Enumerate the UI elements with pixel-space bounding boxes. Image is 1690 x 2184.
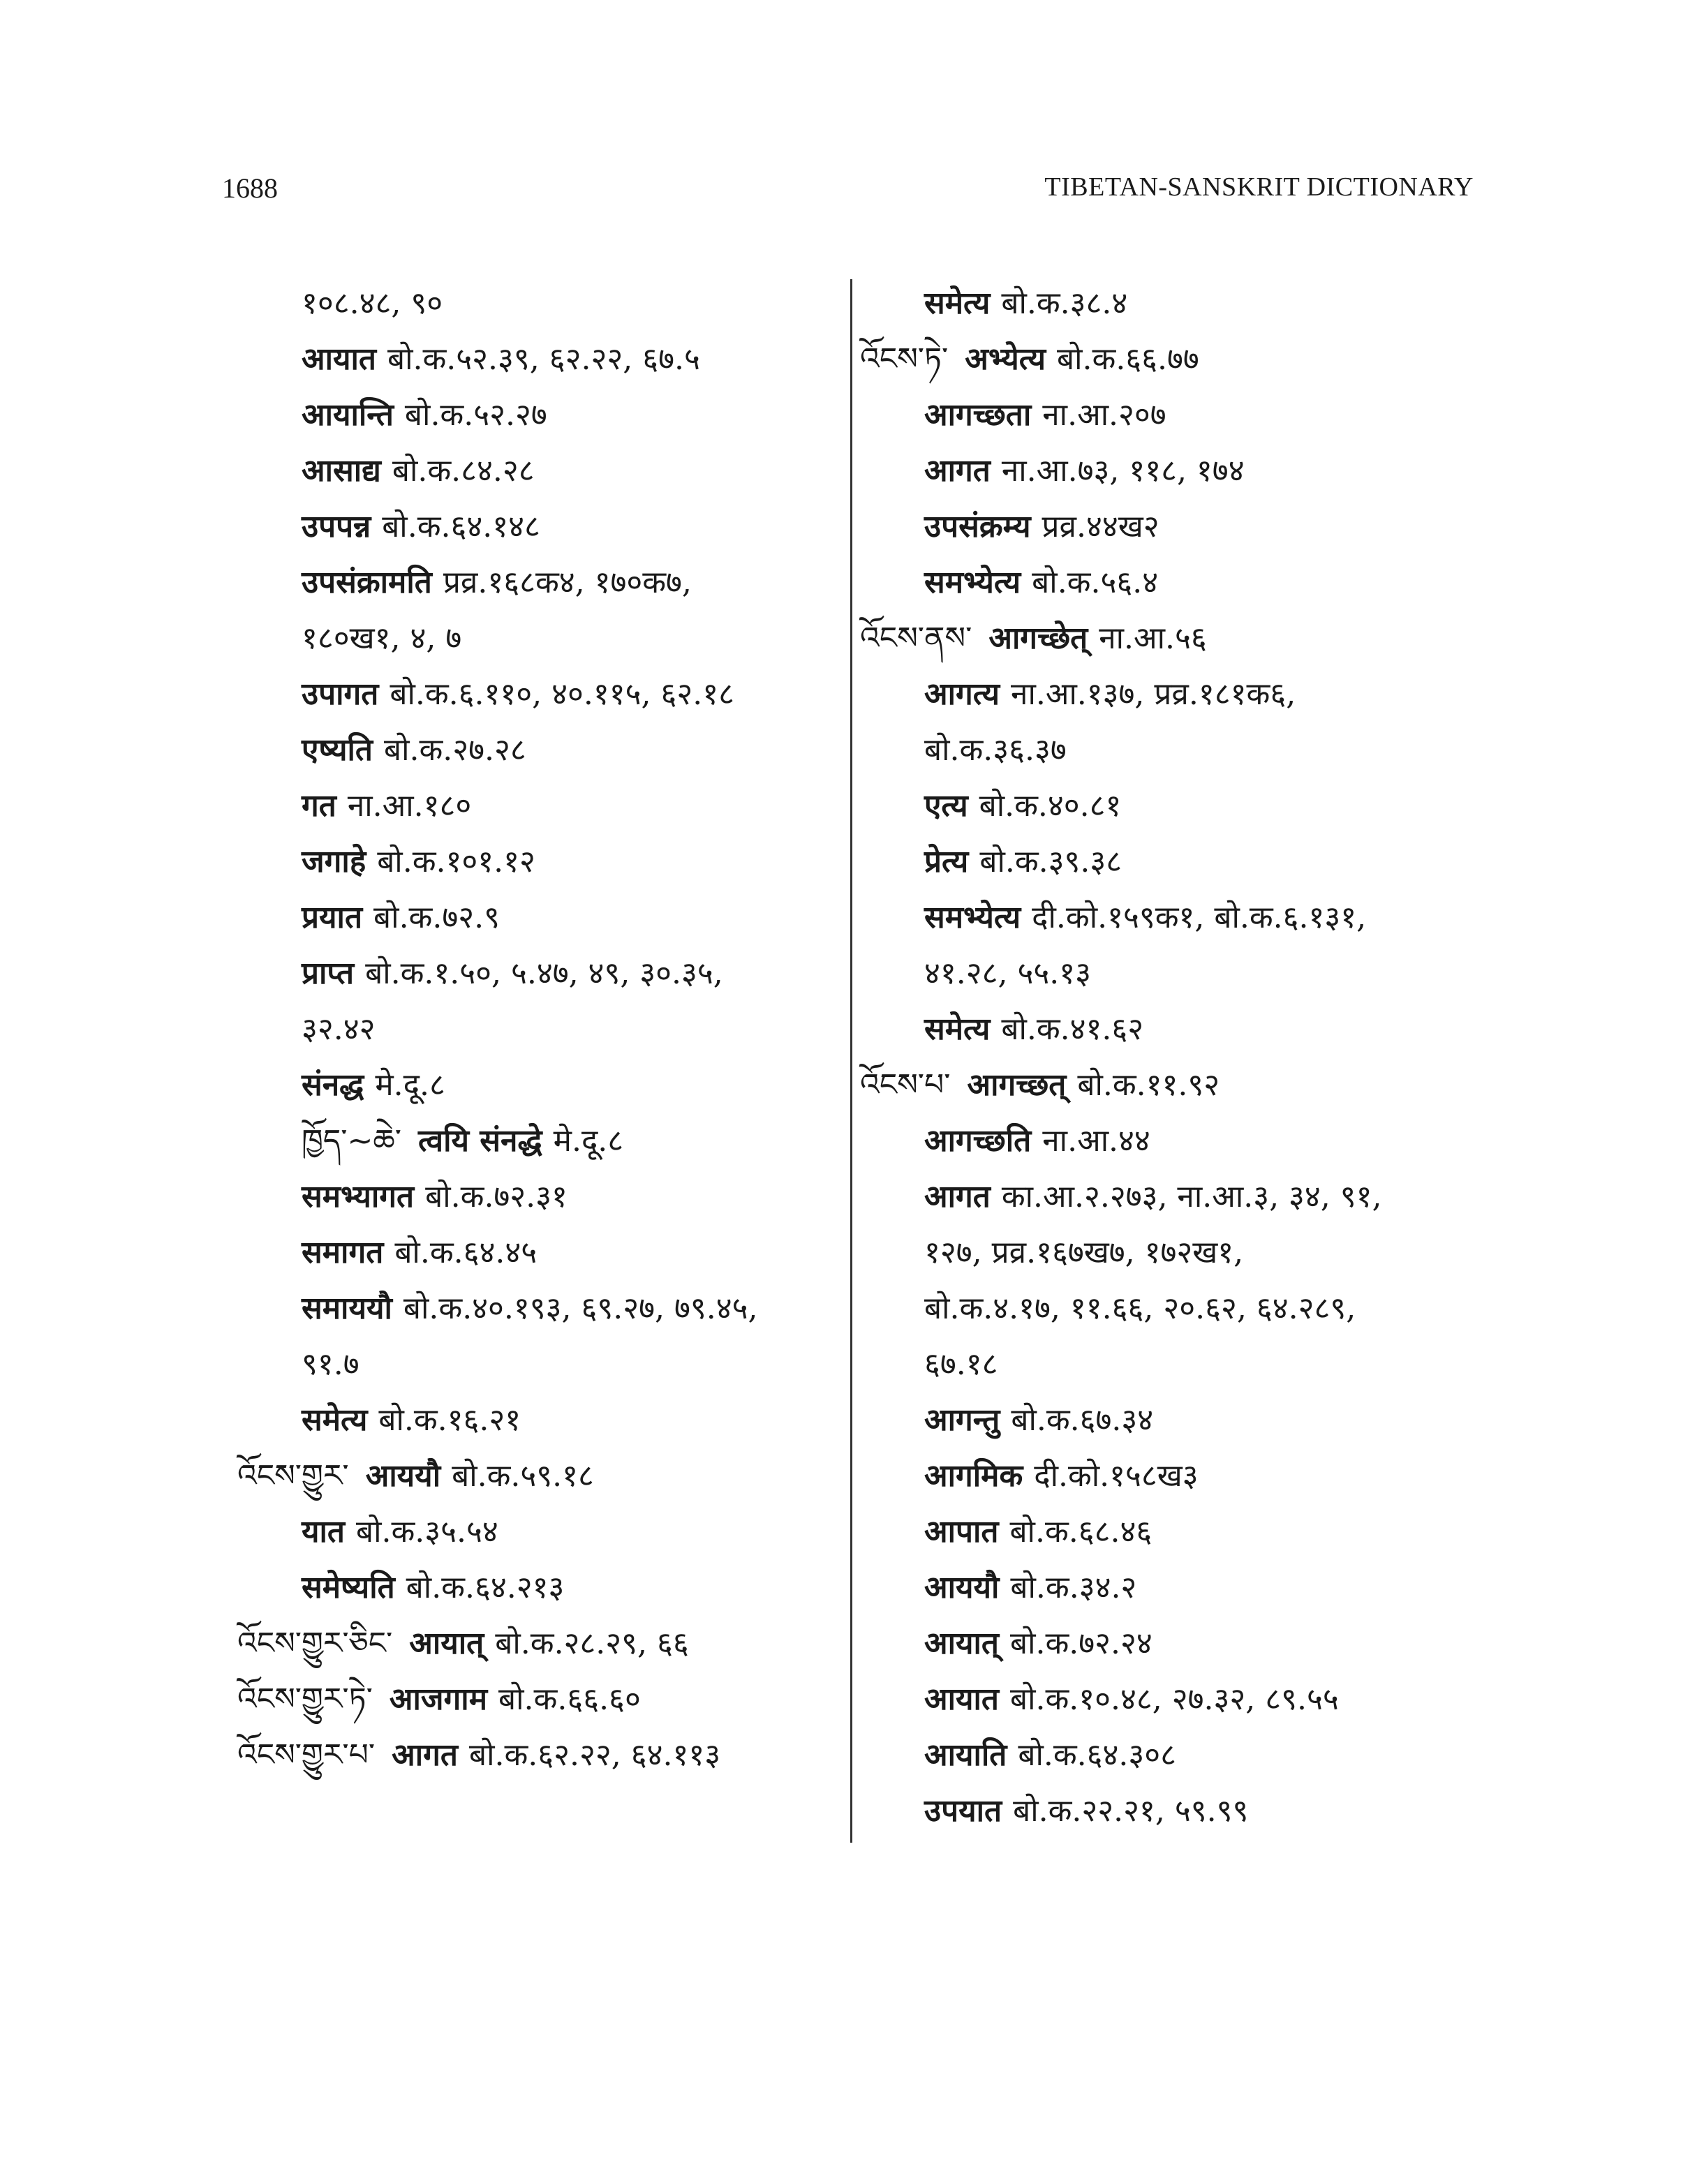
- entry-line: [237, 667, 845, 722]
- entry-line: [860, 1504, 1488, 1560]
- entry-line: [860, 1672, 1488, 1728]
- entry-line: [237, 1057, 845, 1113]
- sanskrit-equivalent: एष्यति: [302, 732, 373, 768]
- entry-line: [860, 1783, 1488, 1839]
- source-reference: बो.क.६२.२२, ६४.११३: [468, 1737, 721, 1773]
- source-reference: बो.क.३६.३७: [924, 732, 1067, 768]
- source-reference: बो.क.४१.६२: [1001, 1011, 1144, 1047]
- sanskrit-equivalent: आययौ: [924, 1570, 1000, 1605]
- sanskrit-equivalent: आयान्ति: [302, 397, 394, 433]
- sanskrit-equivalent: आगच्छति: [924, 1123, 1032, 1159]
- source-reference: बो.क.५९.१८: [452, 1458, 594, 1494]
- entry-line: [237, 1616, 845, 1672]
- source-reference: ना.आ.२०७: [1042, 397, 1166, 433]
- source-reference: बो.क.६४.२१३: [406, 1570, 565, 1605]
- source-reference: १८०ख१, ४, ७: [302, 621, 462, 656]
- source-reference: दी.को.१५९क१, बो.क.६.१३१,: [1032, 900, 1367, 935]
- sanskrit-equivalent: समभ्यागत: [302, 1179, 415, 1214]
- source-reference: बो.क.७२.३१: [425, 1179, 568, 1214]
- sanskrit-equivalent: आयाति: [924, 1737, 1007, 1773]
- sanskrit-equivalent: गत: [302, 788, 336, 824]
- source-reference: ना.आ.१८०: [347, 788, 472, 824]
- sanskrit-equivalent: समेत्य: [924, 1011, 991, 1047]
- source-reference: मे.दू.८: [375, 1067, 445, 1103]
- entry-line: [237, 1113, 845, 1169]
- source-reference: बो.क.६६.६०: [498, 1681, 641, 1717]
- left-column: [237, 276, 845, 1783]
- tibetan-headword: འོངས་ཏེ་: [860, 341, 949, 377]
- source-reference: बो.क.२२.२१, ५९.९९: [1013, 1793, 1249, 1829]
- sanskrit-equivalent: प्रेत्य: [924, 844, 969, 879]
- sanskrit-equivalent: आयात्: [924, 1626, 999, 1661]
- source-reference: बो.क.६८.४६: [1009, 1514, 1152, 1550]
- source-reference: बो.क.४०.८१: [979, 788, 1122, 824]
- entry-line: [860, 946, 1488, 1002]
- sanskrit-equivalent: समेष्यति: [302, 1570, 395, 1605]
- source-reference: बो.क.६४.३०८: [1018, 1737, 1177, 1773]
- sanskrit-equivalent: एत्य: [924, 788, 968, 824]
- entry-line: [237, 1002, 845, 1057]
- entry-line: [860, 890, 1488, 946]
- sanskrit-equivalent: उपसंक्रामति: [302, 565, 432, 600]
- sanskrit-equivalent: उपसंक्रम्य: [924, 509, 1031, 544]
- sanskrit-equivalent: त्वयि संनद्धे: [417, 1123, 542, 1159]
- sanskrit-equivalent: संनद्ध: [302, 1067, 364, 1103]
- sanskrit-equivalent: आगत: [924, 1179, 991, 1214]
- source-reference: ४१.२८, ५५.१३: [924, 956, 1091, 991]
- sanskrit-equivalent: आगच्छेत्: [988, 621, 1088, 656]
- tibetan-headword: འོངས་ནས་: [860, 621, 972, 656]
- sanskrit-equivalent: समभ्येत्य: [924, 565, 1021, 600]
- source-reference: मे.दू.८: [553, 1123, 624, 1159]
- entry-line: [237, 443, 845, 499]
- source-reference: बो.क.३५.५४: [356, 1514, 498, 1550]
- source-reference: १०८.४८, ९०: [302, 285, 443, 321]
- entry-line: [237, 778, 845, 834]
- sanskrit-equivalent: आजगाम: [389, 1681, 488, 1717]
- tibetan-headword: འོངས་གྱུར་པ་: [237, 1737, 376, 1773]
- sanskrit-equivalent: समभ्येत्य: [924, 900, 1021, 935]
- source-reference: ना.आ.४४: [1042, 1123, 1150, 1159]
- source-reference: बो.क.४०.१९३, ६९.२७, ७९.४५,: [403, 1291, 758, 1326]
- sanskrit-equivalent: समागत: [302, 1235, 384, 1270]
- entry-line: [237, 499, 845, 555]
- source-reference: बो.क.३४.२: [1010, 1570, 1137, 1605]
- sanskrit-equivalent: जगाहे: [302, 844, 366, 879]
- entry-line: [860, 1002, 1488, 1057]
- source-reference: का.आ.२.२७३, ना.आ.३, ३४, ९१,: [1001, 1179, 1382, 1214]
- entry-line: [237, 1225, 845, 1281]
- source-reference: बो.क.२८.२९, ६६: [495, 1626, 689, 1661]
- right-column: [860, 276, 1488, 1839]
- entry-line: [860, 1337, 1488, 1392]
- source-reference: बो.क.७२.२४: [1009, 1626, 1152, 1661]
- entry-line: [860, 1169, 1488, 1225]
- entry-line: [860, 1057, 1488, 1113]
- tibetan-headword: འོངས་པ་: [860, 1067, 951, 1103]
- source-reference: दी.को.१५८ख३: [1034, 1458, 1199, 1494]
- entry-line: [237, 1672, 845, 1728]
- source-reference: बो.क.३८.४: [1001, 285, 1128, 321]
- entry-line: [237, 276, 845, 332]
- entry-line: [860, 778, 1488, 834]
- entry-line: [860, 1728, 1488, 1783]
- entry-line: [237, 834, 845, 890]
- sanskrit-equivalent: आगच्छता: [924, 397, 1032, 433]
- sanskrit-equivalent: आयात: [302, 341, 376, 377]
- source-reference: बो.क.२७.२८: [383, 732, 526, 768]
- entry-line: [237, 1392, 845, 1448]
- source-reference: बो.क.११.९२: [1077, 1067, 1220, 1103]
- entry-line: [237, 1169, 845, 1225]
- source-reference: ३२.४२: [302, 1011, 376, 1047]
- tibetan-headword: འོངས་གྱུར་: [237, 1458, 349, 1494]
- sanskrit-equivalent: आगत: [924, 453, 991, 489]
- entry-line: [237, 332, 845, 387]
- entry-line: [860, 1616, 1488, 1672]
- entry-line: [860, 555, 1488, 611]
- sanskrit-equivalent: समेत्य: [924, 285, 991, 321]
- sanskrit-equivalent: आगच्छत्: [967, 1067, 1067, 1103]
- entry-line: [860, 1281, 1488, 1337]
- entry-line: [860, 834, 1488, 890]
- entry-line: [237, 611, 845, 667]
- source-reference: ६७.१८: [924, 1346, 998, 1382]
- entry-line: [860, 1448, 1488, 1504]
- sanskrit-equivalent: उपपन्न: [302, 509, 371, 544]
- sanskrit-equivalent: यात: [302, 1514, 345, 1550]
- source-reference: प्रव्र.१६८क४, १७०क७,: [443, 565, 692, 600]
- source-reference: बो.क.६.११०, ४०.११५, ६२.१८: [390, 676, 734, 712]
- sanskrit-equivalent: समाययौ: [302, 1291, 392, 1326]
- source-reference: बो.क.६७.३४: [1011, 1402, 1154, 1438]
- tibetan-headword: འོངས་གྱུར་ཏེ་: [237, 1681, 373, 1717]
- source-reference: प्रव्र.४४ख२: [1042, 509, 1159, 544]
- entry-line: [860, 667, 1488, 722]
- entry-line: [237, 722, 845, 778]
- source-reference: ९१.७: [302, 1346, 360, 1382]
- source-reference: १२७, प्रव्र.१६७ख७, १७२ख१,: [924, 1235, 1244, 1270]
- source-reference: बो.क.६४.१४८: [382, 509, 540, 544]
- sanskrit-equivalent: प्राप्त: [302, 956, 355, 991]
- entry-line: [237, 890, 845, 946]
- sanskrit-equivalent: आयात्: [409, 1626, 484, 1661]
- entry-line: [860, 387, 1488, 443]
- sanskrit-equivalent: आसाद्य: [302, 453, 381, 489]
- entry-line: [860, 722, 1488, 778]
- entry-line: [860, 1560, 1488, 1616]
- sanskrit-equivalent: आगत्य: [924, 676, 1000, 712]
- entry-line: [860, 1392, 1488, 1448]
- entry-line: [237, 1448, 845, 1504]
- source-reference: बो.क.१०१.१२: [377, 844, 535, 879]
- source-reference: बो.क.१०.४८, २७.३२, ८९.५५: [1009, 1681, 1339, 1717]
- sanskrit-equivalent: आगन्तु: [924, 1402, 1000, 1438]
- source-reference: ना.आ.१३७, प्रव्र.१८१क६,: [1011, 676, 1296, 712]
- sanskrit-equivalent: उपागत: [302, 676, 379, 712]
- sanskrit-equivalent: आपात: [924, 1514, 999, 1550]
- source-reference: बो.क.४.१७, ११.६६, २०.६२, ६४.२८९,: [924, 1291, 1356, 1326]
- sanskrit-equivalent: समेत्य: [302, 1402, 368, 1438]
- entry-line: [860, 1225, 1488, 1281]
- sanskrit-equivalent: आययौ: [365, 1458, 441, 1494]
- entry-line: [860, 611, 1488, 667]
- entry-line: [860, 332, 1488, 387]
- source-reference: बो.क.७२.९: [373, 900, 500, 935]
- sanskrit-equivalent: आयात: [924, 1681, 999, 1717]
- source-reference: बो.क.३९.३८: [979, 844, 1122, 879]
- source-reference: ना.आ.७३, ११८, १७४: [1001, 453, 1245, 489]
- running-head: TIBETAN-SANSKRIT DICTIONARY: [1044, 172, 1474, 202]
- entry-line: [860, 1113, 1488, 1169]
- entry-line: [860, 276, 1488, 332]
- sanskrit-equivalent: उपयात: [924, 1793, 1002, 1829]
- page-number: 1688: [222, 172, 278, 204]
- sanskrit-equivalent: अभ्येत्य: [965, 341, 1046, 377]
- column-divider: [850, 279, 852, 1843]
- entry-line: [237, 1504, 845, 1560]
- entry-line: [237, 555, 845, 611]
- entry-line: [237, 1337, 845, 1392]
- source-reference: बो.क.५६.४: [1032, 565, 1159, 600]
- entry-line: [237, 1728, 845, 1783]
- source-reference: बो.क.८४.२८: [392, 453, 535, 489]
- entry-line: [860, 499, 1488, 555]
- entry-line: [237, 946, 845, 1002]
- entry-line: [237, 1281, 845, 1337]
- entry-line: [860, 443, 1488, 499]
- sanskrit-equivalent: प्रयात: [302, 900, 363, 935]
- sanskrit-equivalent: आगत: [392, 1737, 458, 1773]
- entry-line: [237, 1560, 845, 1616]
- sanskrit-equivalent: आगमिक: [924, 1458, 1023, 1494]
- entry-line: [237, 387, 845, 443]
- source-reference: बो.क.१६.२१: [378, 1402, 521, 1438]
- source-reference: बो.क.५२.२७: [404, 397, 547, 433]
- source-reference: बो.क.६६.७७: [1057, 341, 1199, 377]
- source-reference: बो.क.६४.४५: [394, 1235, 538, 1270]
- tibetan-headword: ཁྱོད་~ཆེ་: [302, 1123, 401, 1159]
- tibetan-headword: འོངས་གྱུར་ཅིང་: [237, 1626, 393, 1661]
- source-reference: बो.क.१.५०, ५.४७, ४९, ३०.३५,: [365, 956, 723, 991]
- source-reference: बो.क.५२.३९, ६२.२२, ६७.५: [387, 341, 700, 377]
- source-reference: ना.आ.५६: [1099, 621, 1207, 656]
